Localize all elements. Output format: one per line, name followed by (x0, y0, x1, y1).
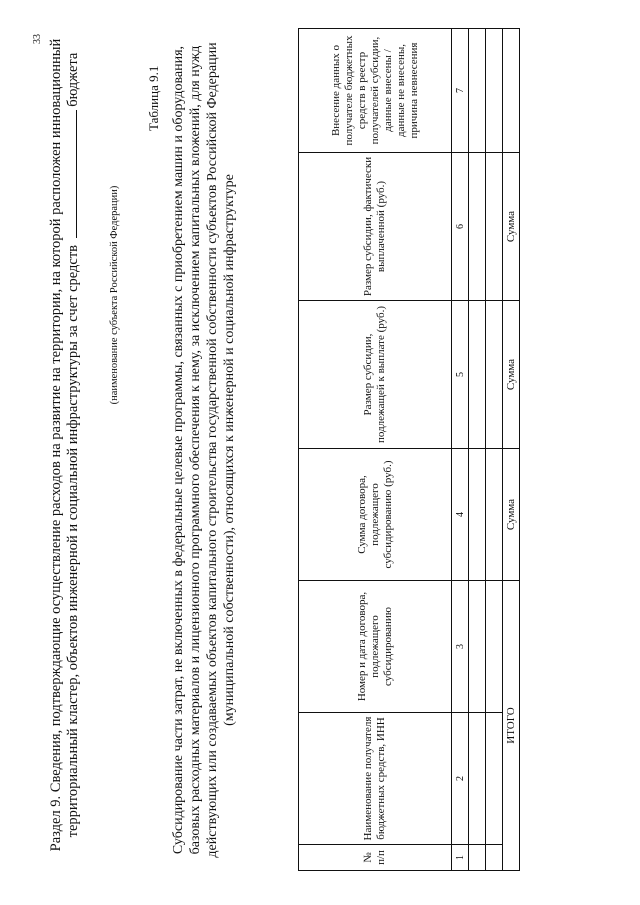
total-label: ИТОГО (503, 581, 520, 871)
data-table (298, 28, 520, 871)
total-sum: Сумма (503, 449, 520, 581)
table-cell (469, 713, 486, 845)
rotated-content (30, 20, 620, 885)
total-sum: Сумма (503, 153, 520, 301)
table-cell (486, 581, 503, 713)
table-cell (486, 449, 503, 581)
table-cell (486, 845, 503, 871)
subject-name-line (64, 110, 77, 238)
column-number: 6 (452, 153, 469, 301)
header-cell: Сумма договора, подлежащего субсидированию (руб.) (299, 449, 452, 581)
section-title-text: Раздел 9. Сведения, подтверждающие осуществление расходов на развитие на территории, на которой расположен инновационный территориальный кластер, объектов инженерной и социальной инфраструктуры за счет средств (48, 38, 81, 852)
table-cell (486, 713, 503, 845)
table-row (486, 29, 503, 871)
table-cell (469, 301, 486, 449)
table-cell (469, 845, 486, 871)
table-cell (486, 301, 503, 449)
table-subtitle: Субсидирование части затрат, не включенных в федеральные целевые программы, связанных с приобретением машин и оборудования, базовых расходных материалов и лицензионного программного обеспечения к нему, за исключением капитальных вложений, для нужд действующих или создаваемых объектов капитального строительства государственной собственности субъектов Российской Федерации (муниципальной собственности), относящихся к инженерной и социальной инфраструктуре (171, 42, 237, 858)
header-cell: Наименование получателя бюджетных средств, ИНН (299, 713, 452, 845)
total-sum: Сумма (503, 301, 520, 449)
column-number: 5 (452, 301, 469, 449)
column-number: 3 (452, 581, 469, 713)
column-number: 2 (452, 713, 469, 845)
header-cell: № п/п (299, 845, 452, 871)
section-title (48, 35, 81, 855)
table-cell (469, 449, 486, 581)
table-row (469, 29, 486, 871)
header-cell: Размер субсидии, фактически выплаченной (руб.) (299, 153, 452, 301)
page-number: 33 (32, 34, 43, 44)
table-label: Таблица 9.1 (146, 65, 161, 131)
column-number: 7 (452, 29, 469, 153)
total-row (503, 29, 520, 871)
table-cell (486, 153, 503, 301)
table-header-row (299, 29, 452, 871)
table-cell (469, 581, 486, 713)
column-number: 4 (452, 449, 469, 581)
header-cell: Номер и дата договора, подлежащего субсидированию (299, 581, 452, 713)
column-number: 1 (452, 845, 469, 871)
header-cell: Внесение данных о получателе бюджетных средств в реестр получателей субсидии, данные внесены / данные не внесены, причина невнесения (299, 29, 452, 153)
table-cell (469, 29, 486, 153)
subject-caption: (наименование субъекта Российской Федерации) (109, 185, 120, 405)
table-cell (469, 153, 486, 301)
table-cell (486, 29, 503, 153)
column-number-row (452, 29, 469, 871)
header-cell: Размер субсидии, подлежащей к выплате (руб.) (299, 301, 452, 449)
total-cell (503, 29, 520, 153)
section-title-last-word: бюджета (65, 52, 81, 107)
